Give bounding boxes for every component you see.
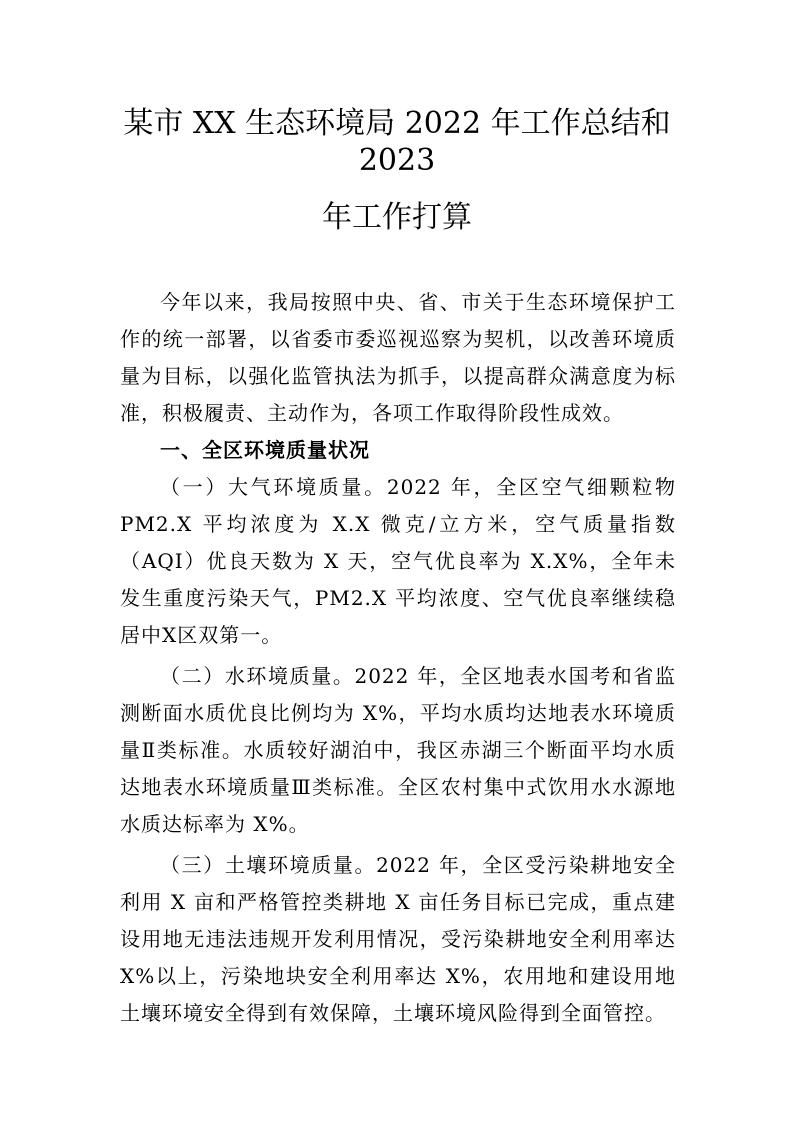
soil-quality-paragraph: [120, 847, 676, 1032]
intro-paragraph: 今年以来，我局按照中央、省、市关于生态环境保护工作的统一部署，以省委市委巡视巡察为契机，以改善环境质量为目标，以强化监管执法为抓手，以提高群众满意度为标准，积极履责、主动作为，各项工作取得阶段性成效。: [120, 290, 676, 425]
section-heading-environment-quality: 一、全区环境质量状况: [160, 438, 370, 462]
water-quality-paragraph: [120, 658, 676, 843]
air-quality-subtitle: （一）大气环境质量。: [160, 475, 387, 499]
document-body: [120, 284, 676, 1032]
air-quality-text: 2022 年，全区空气细颗粒物 PM2.X 平均浓度为 X.X 微克/立方米，空气质量指数（AQI）优良天数为 X 天，空气优良率为 X.X%，全年未发生重度污染天气，PM2.X 平均浓度、空气优良率继续稳居中X区双第一。: [120, 475, 676, 647]
document-title-line-2: 2023: [358, 143, 436, 178]
document-title-line-1: 某市 XX 生态环境局 2022 年工作总结和: [123, 106, 671, 141]
air-quality-paragraph: [120, 469, 676, 654]
water-quality-text: 2022 年，全区地表水国考和省监测断面水质优良比例均为 X%，平均水质均达地表水环境质量Ⅱ类标准。水质较好湖泊中，我区赤湖三个断面平均水质达地表水环境质量Ⅲ类标准。全区农村集中式饮用水水源地水质达标率为 X%。: [120, 664, 677, 836]
soil-quality-text: 2022 年，全区受污染耕地安全利用 X 亩和严格管控类耕地 X 亩任务目标已完成，重点建设用地无违法违规开发利用情况，受污染耕地安全利用率达 X%以上，污染地块安全利用率达 X%，农用地和建设用地土壤环境安全得到有效保障，土壤环境风险得到全面管控。: [120, 853, 677, 1025]
soil-quality-subtitle: （三）土壤环境质量。: [160, 853, 377, 877]
document-title-line-3: 年工作打算: [322, 200, 472, 235]
water-quality-subtitle: （二）水环境质量。: [160, 664, 355, 688]
